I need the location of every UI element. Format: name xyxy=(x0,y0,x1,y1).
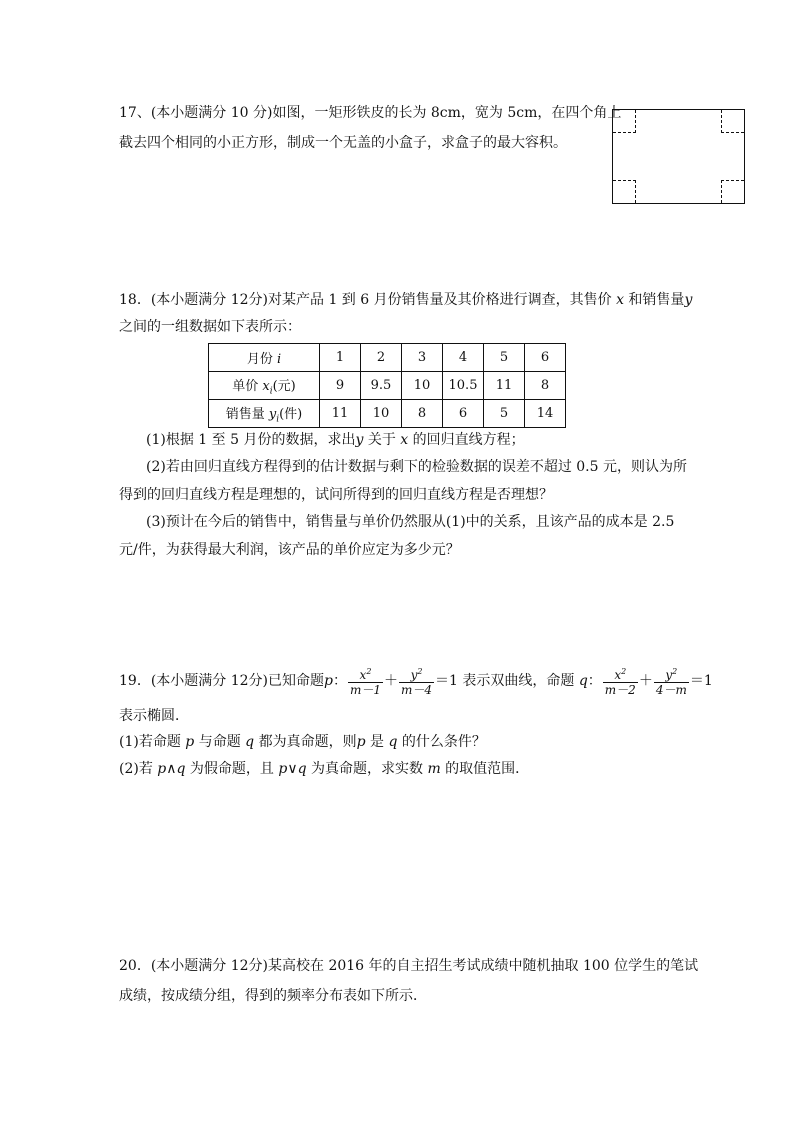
sales-cell: 8 xyxy=(402,400,443,428)
month-cell: 5 xyxy=(484,344,525,372)
corner-cut-bottom-left xyxy=(613,180,636,203)
price-cell: 11 xyxy=(484,372,525,400)
q20-line2: 成绩，按成绩分组，得到的频率分布表如下所示． xyxy=(119,988,427,1004)
table-row-month xyxy=(209,344,566,372)
row-header-price: 单价 $x_i$(元) xyxy=(209,372,320,400)
month-cell: 2 xyxy=(361,344,402,372)
q19-line2: 表示椭圆． xyxy=(119,708,189,724)
fraction-y2-over-m-minus-4: $\frac{y^2}{m-4}$ xyxy=(401,667,433,697)
sales-cell: 10 xyxy=(361,400,402,428)
corner-cut-bottom-right xyxy=(721,180,744,203)
q18-line2: 之间的一组数据如下表所示： xyxy=(119,319,301,335)
q18-part3-line1: (3)预计在今后的销售中，销售量与单价仍然服从(1)中的关系，且该产品的成本是 2.5 xyxy=(146,514,675,530)
rectangle-figure xyxy=(612,109,745,204)
sales-cell: 14 xyxy=(525,400,566,428)
sales-cell: 11 xyxy=(320,400,361,428)
price-cell: 10 xyxy=(402,372,443,400)
price-cell: 8 xyxy=(525,372,566,400)
price-cell: 9.5 xyxy=(361,372,402,400)
q19-line1: 19．(本小题满分 12分)已知命题p： $\frac{x^2}{m-1}$ ＋ $\frac{y^2}{m-4}$ ＝1 表示双曲线，命题 q： $\frac{x^2}{m-2}$ ＋ $\frac{y^2}{4-m}$ ＝1 xyxy=(119,667,713,697)
sales-table xyxy=(208,343,566,428)
month-cell: 6 xyxy=(525,344,566,372)
q20-line1: 20．(本小题满分 12分)某高校在 2016 年的自主招生考试成绩中随机抽取 100 位学生的笔试 xyxy=(119,958,699,974)
month-cell: 1 xyxy=(320,344,361,372)
row-header-month: 月份 i xyxy=(209,344,320,372)
row-header-sales: 销售量 $y_i$(件) xyxy=(209,400,320,428)
price-cell: 10.5 xyxy=(443,372,484,400)
table-row-price xyxy=(209,372,566,400)
fraction-y2-over-4-minus-m: $\frac{y^2}{4-m}$ xyxy=(655,667,687,697)
q19-part1: (1)若命题 p 与命题 q 都为真命题，则p 是 q 的什么条件？ xyxy=(119,734,486,750)
month-cell: 4 xyxy=(443,344,484,372)
price-cell: 9 xyxy=(320,372,361,400)
q18-part1: (1)根据 1 至 5 月份的数据，求出y 关于 x 的回归直线方程； xyxy=(146,432,525,448)
sales-cell: 5 xyxy=(484,400,525,428)
sales-cell: 6 xyxy=(443,400,484,428)
fraction-x2-over-m-minus-1: $\frac{x^2}{m-1}$ xyxy=(349,667,381,697)
table-row-sales xyxy=(209,400,566,428)
q18-part2-line2: 得到的回归直线方程是理想的，试问所得到的回归直线方程是否理想？ xyxy=(119,487,553,503)
corner-cut-top-right xyxy=(721,110,744,133)
corner-cut-top-left xyxy=(613,110,636,133)
q17-line1: 17、(本小题满分 10 分)如图，一矩形铁皮的长为 8cm，宽为 5cm，在四个角上 xyxy=(119,105,622,121)
q17-line2: 截去四个相同的小正方形，制成一个无盖的小盒子，求盒子的最大容积。 xyxy=(119,135,567,151)
q18-part3-line2: 元/件，为获得最大利润，该产品的单价应定为多少元？ xyxy=(119,542,460,558)
month-cell: 3 xyxy=(402,344,443,372)
q19-part2: (2)若 p∧q 为假命题，且 p∨q 为真命题，求实数 m 的取值范围． xyxy=(119,761,530,777)
fraction-x2-over-m-minus-2: $\frac{x^2}{m-2}$ xyxy=(604,667,636,697)
q18-part2-line1: (2)若由回归直线方程得到的估计数据与剩下的检验数据的误差不超过 0.5 元，则认为所 xyxy=(146,459,687,475)
q18-line1: 18．(本小题满分 12分)对某产品 1 到 6 月份销售量及其价格进行调查，其售价 x 和销售量y xyxy=(119,292,693,308)
